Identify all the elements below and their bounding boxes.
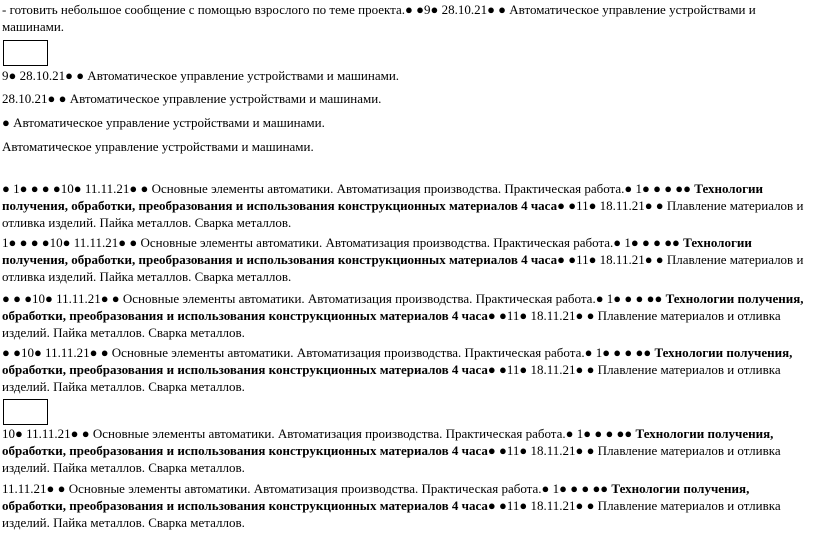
block-suffix: ● ●11● 18.11.21● ● Плавление материалов и отливка изделий. Пайка металлов. Сварка металлов. (2, 362, 781, 394)
block-suffix: ● ●11● 18.11.21● ● Плавление материалов и отливка изделий. Пайка металлов. Сварка металлов. (2, 498, 781, 530)
empty-frame-box (3, 399, 48, 425)
block-topic-bold: Технологии получения, обработки, преобразования и использования конструкционных материалов 4 часа (2, 481, 750, 513)
block-suffix: ● ●11● 18.11.21● ● Плавление материалов и отливка изделий. Пайка металлов. Сварка металлов. (2, 308, 781, 340)
block-topic-bold: Технологии получения, обработки, преобразования и использования конструкционных материалов 4 часа (2, 345, 793, 377)
block-prefix: ● ● ●10● 11.11.21● ● Основные элементы автоматики. Автоматизация производства. Практическая работа.● 1● ● ● ●● (2, 291, 666, 306)
block-prefix: ● ●10● 11.11.21● ● Основные элементы автоматики. Автоматизация производства. Практическая работа.● 1● ● ● ●● (2, 345, 655, 360)
block-prefix: 1● ● ● ●10● 11.11.21● ● Основные элементы автоматики. Автоматизация производства. Практическая работа.● 1● ● ● ●● (2, 235, 684, 250)
lesson-block (2, 344, 814, 395)
intro-line-1: - готовить небольшое сообщение с помощью взрослого по теме проекта.● ●9● 28.10.21● ● Автоматическое управление устройствами и (2, 2, 756, 17)
block-prefix: 10● 11.11.21● ● Основные элементы автоматики. Автоматизация производства. Практическая работа.● 1● ● ● ●● (2, 426, 636, 441)
block-prefix: 11.11.21● ● Основные элементы автоматики. Автоматизация производства. Практическая работа.● 1● ● ● ●● (2, 481, 612, 496)
lesson9-line-4: Автоматическое управление устройствами и машинами. (2, 139, 314, 154)
block-suffix: ● ●11● 18.11.21● ● Плавление материалов и отливка изделий. Пайка металлов. Сварка металлов. (2, 198, 804, 230)
block-suffix: ● ●11● 18.11.21● ● Плавление материалов и отливка изделий. Пайка металлов. Сварка металлов. (2, 443, 781, 475)
lesson-block (2, 234, 814, 285)
lesson-block (2, 480, 814, 531)
intro-line-2: машинами. (2, 19, 65, 34)
block-topic-bold: Технологии получения, обработки, преобразования и использования конструкционных материалов 4 часа (2, 181, 763, 213)
block-topic-bold: Технологии получения, обработки, преобразования и использования конструкционных материалов 4 часа (2, 426, 774, 458)
lesson9-line-3: ● Автоматическое управление устройствами и машинами. (2, 115, 325, 130)
block-suffix: ● ●11● 18.11.21● ● Плавление материалов и отливка изделий. Пайка металлов. Сварка металлов. (2, 252, 804, 284)
block-topic-bold: Технологии получения, обработки, преобразования и использования конструкционных материалов 4 часа (2, 235, 752, 267)
lesson-block (2, 180, 814, 231)
block-prefix: ● 1● ● ● ●10● 11.11.21● ● Основные элементы автоматики. Автоматизация производства. Практическая работа.● 1● ● ● ●● (2, 181, 695, 196)
empty-frame-box (3, 40, 48, 66)
lesson9-line-1: 9● 28.10.21● ● Автоматическое управление устройствами и машинами. (2, 68, 400, 83)
lesson-block (2, 425, 814, 476)
lesson-block (2, 290, 814, 341)
lesson9-line-2: 28.10.21● ● Автоматическое управление устройствами и машинами. (2, 91, 382, 106)
block-topic-bold: Технологии получения, обработки, преобразования и использования конструкционных материалов 4 часа (2, 291, 804, 323)
